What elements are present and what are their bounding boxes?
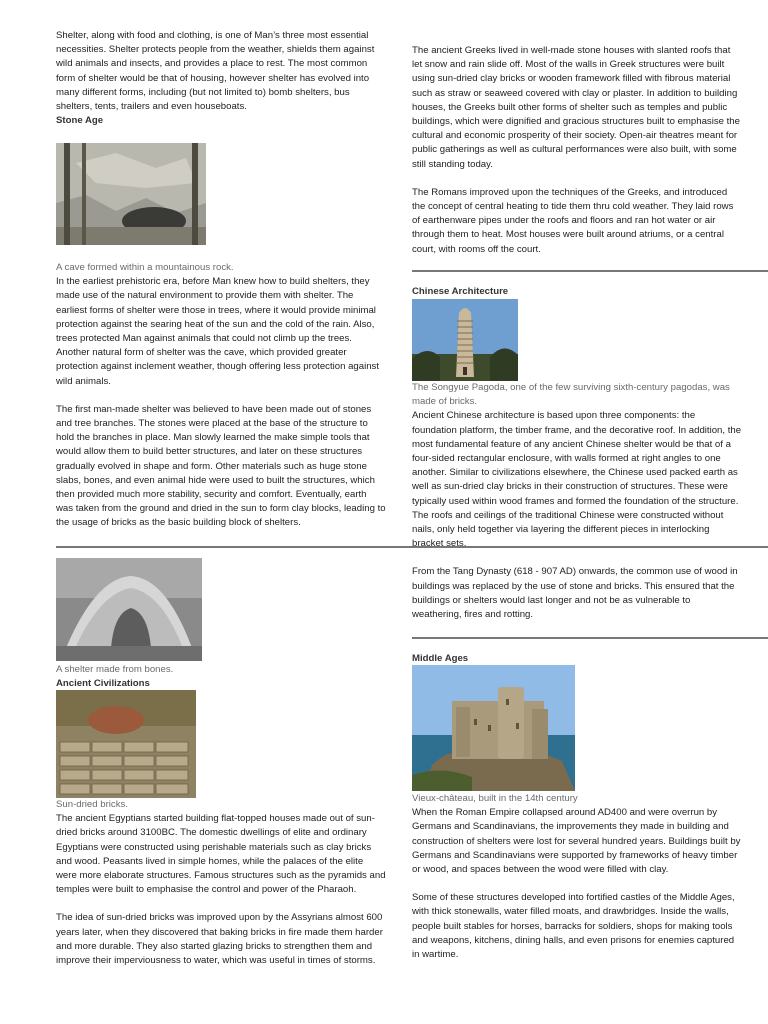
section-divider bbox=[412, 637, 768, 639]
sun-dried-bricks-photo bbox=[56, 690, 196, 798]
cave-caption: A cave formed within a mountainous rock. bbox=[56, 262, 234, 273]
bones-caption: A shelter made from bones. bbox=[56, 664, 174, 675]
chinese-paragraph-2: From the Tang Dynasty (618 - 907 AD) onwards, the common use of wood in buildings was replaced by the use of stone and bricks. This ensured that the buildings or shelters would last longer and not be as vulnerable to weathering, fires and rotting. bbox=[412, 566, 738, 621]
chinese-heading-block bbox=[412, 285, 742, 299]
middle-ages-heading: Middle Ages bbox=[412, 653, 469, 664]
stone-age-heading: Stone Age bbox=[56, 115, 104, 127]
greeks-paragraph: The ancient Greeks lived in well-made stone houses with slanted roofs that let snow and rain slide off. Most of the walls in Greek structures were built using sun-dried clay bricks or wooden framework filled with fibrous material such as straw or seaweed covered with clay or plaster. In addition to building houses, the Greeks built other forms of shelter such as temples and public buildings, which were dignified and gracious structures built to emphasise the cultural and economic prosperity of their society. Open-air theatres meant for public gatherings as well as cultural performances were also built, with some still standing today. bbox=[412, 45, 740, 170]
pagoda-caption: The Songyue Pagoda, one of the few surviving sixth-century pagodas, was made of bricks. bbox=[412, 382, 730, 408]
stone-age-paragraph-1: In the earliest prehistoric era, before Man knew how to build shelters, they made use of the natural environment to provide them with shelter. The earliest forms of shelter were those in trees, where it would provide minimal protection against the searing heat of the sun and the cold of the rain. Also, trees protected Man against animals that could not climb up the trees. Another natural form of shelter was the cave, which provided greater protection against inclement weather, though offering less protection against wild animals. bbox=[56, 276, 380, 387]
chinese-architecture-heading: Chinese Architecture bbox=[412, 286, 509, 297]
intro-block bbox=[56, 29, 386, 128]
romans-paragraph: The Romans improved upon the techniques of the Greeks, and introduced the concept of central heating to tide them thru cold weather. They laid rows of earthenware pipes under the roofs and floors and ran hot water or air through them to heat. Most houses were built around atriums, or a central court, with rooms off the court. bbox=[412, 186, 734, 255]
intro-paragraph: Shelter, along with food and clothing, is one of Man’s three most essential necessities. Shelter protects people from the weather, shields them against wild animals and insects, and provides a place to rest. The most common form of shelter would be that of housing, however shelter has evolved into many different forms, including (but not limited to) bomb shelters, bus shelters, tents, trailers and even houseboats. bbox=[56, 30, 375, 113]
vieux-chateau-photo bbox=[412, 665, 575, 791]
greeks-romans-block bbox=[412, 44, 742, 257]
stone-age-block bbox=[56, 261, 386, 531]
cave-photo bbox=[56, 143, 206, 245]
bone-shelter-photo bbox=[56, 558, 202, 661]
castle-caption: Vieux-château, built in the 14th century bbox=[412, 793, 578, 804]
ancient-heading-block bbox=[56, 663, 386, 691]
songyue-pagoda-photo bbox=[412, 299, 518, 381]
chinese-paragraph-1: Ancient Chinese architecture is based upon three components: the foundation platform, the timber frame, and the decorative roof. In addition, the most fundamental feature of any ancient Chinese shelter would be that of a four-sided rectangular enclosure, with walls formed at right angles to one another. Similar to civilizations elsewhere, the Chinese used packed earth as well as sun-dried clay bricks in their construction of structures. These were typically used within wood frames and formed the foundation of the structure. The roofs and ceilings of the traditional Chinese were constructed without nails, only held together via layering the different pieces in interlocking bracket sets. bbox=[412, 410, 742, 550]
stone-age-paragraph-2: The first man-made shelter was believed to have been made out of stones and tree branches. The stones were placed at the base of the structure to hold the branches in place. Man slowly learned the make simple tools that would allow them to build better structures, and later on these structures gradually evolved in shape and form. Other materials such as huge stone slabs, bones, and even animal hide were used to built the structures, which then provided much more stability, security and comfort. Eventually, earth was taken from the ground and dried in the sun to form clay blocks, leading to the usage of bricks as the basic building block of shelters. bbox=[56, 403, 386, 529]
ancient-paragraph-2: The idea of sun-dried bricks was improved upon by the Assyrians almost 600 years later, when they discovered that baking bricks in fire made them harder and more durable. They also started glazing bricks to strengthen them and improve their imperviousness to water, which was useful in times of storms. bbox=[56, 912, 383, 967]
ancient-block bbox=[56, 798, 386, 968]
bricks-caption: Sun-dried bricks. bbox=[56, 799, 128, 810]
middle-ages-paragraph-1: When the Roman Empire collapsed around AD400 and were overrun by Germans and Scandinavians, the improvements they made in building and construction of shelters were lost for several hundred years. Buildings built by Germans and Scandinavians were supported by frameworks of heavy timber or wood, and spaces between the wood were filled with clay. bbox=[412, 807, 741, 876]
middle-ages-paragraph-2: Some of these structures developed into fortified castles of the Middle Ages, with thick stonewalls, water filled moats, and drawbridges. Inside the walls, people built stables for horses, barracks for soldiers, shops for making tools and weapons, kitchens, dining halls, and even prisons for enemies captured in wartime. bbox=[412, 892, 735, 961]
ancient-paragraph-1: The ancient Egyptians started building flat-topped houses made out of sun-dried bricks around 3100BC. The domestic dwellings of elite and ordinary Egyptians were constructed using perishable materials such as clay bricks and wood. Peasants lived in simple homes, while the palaces of the elite were more elaborate structures. Famous structures such as the pyramids and temples were built to emphasise the control and power of the Pharaoh. bbox=[56, 813, 386, 896]
section-divider bbox=[412, 270, 768, 272]
chinese-block bbox=[412, 381, 742, 622]
middle-ages-block bbox=[412, 792, 742, 962]
ancient-civilizations-heading: Ancient Civilizations bbox=[56, 678, 150, 690]
